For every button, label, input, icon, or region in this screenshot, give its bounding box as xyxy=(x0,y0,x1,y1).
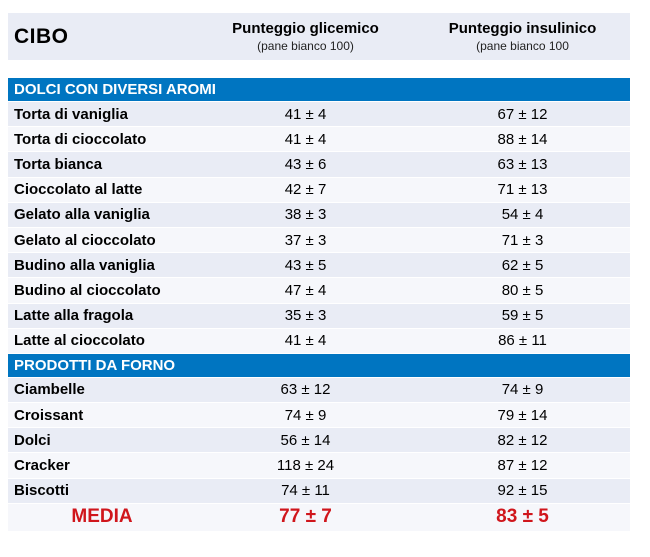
insulin-score: 63 ± 13 xyxy=(415,152,630,177)
glycemic-score: 47 ± 4 xyxy=(196,278,415,303)
insulin-score: 71 ± 3 xyxy=(415,228,630,253)
section-baked-title: PRODOTTI DA FORNO xyxy=(8,354,630,378)
section-sweets-title: DOLCI CON DIVERSI AROMI xyxy=(8,78,630,102)
header-spacer xyxy=(8,61,630,78)
food-name: Latte alla fragola xyxy=(8,304,196,329)
glycemic-score: 41 ± 4 xyxy=(196,329,415,354)
table-row xyxy=(8,378,630,403)
table-row xyxy=(8,253,630,278)
food-name: Latte al cioccolato xyxy=(8,329,196,354)
table-row xyxy=(8,178,630,203)
insulin-score: 79 ± 14 xyxy=(415,403,630,428)
table-row xyxy=(8,228,630,253)
header-insulin-title: Punteggio insulinico xyxy=(448,19,597,37)
table-header-row xyxy=(8,13,630,61)
insulin-score: 80 ± 5 xyxy=(415,278,630,303)
average-insulin: 83 ± 5 xyxy=(415,504,630,532)
average-label: MEDIA xyxy=(8,504,196,532)
glycemic-score: 38 ± 3 xyxy=(196,203,415,228)
glycemic-score: 41 ± 4 xyxy=(196,102,415,127)
glycemic-score: 35 ± 3 xyxy=(196,304,415,329)
food-name: Dolci xyxy=(8,428,196,453)
glycemic-score: 43 ± 6 xyxy=(196,152,415,177)
header-food: CIBO xyxy=(8,13,196,61)
table-row xyxy=(8,127,630,152)
average-glycemic: 77 ± 7 xyxy=(196,504,415,532)
table-row xyxy=(8,329,630,354)
food-name: Budino alla vaniglia xyxy=(8,253,196,278)
food-name: Torta bianca xyxy=(8,152,196,177)
insulin-score: 67 ± 12 xyxy=(415,102,630,127)
insulin-score: 59 ± 5 xyxy=(415,304,630,329)
food-name: Biscotti xyxy=(8,479,196,504)
insulin-score: 88 ± 14 xyxy=(415,127,630,152)
insulin-score: 92 ± 15 xyxy=(415,479,630,504)
table-row xyxy=(8,102,630,127)
insulin-score: 82 ± 12 xyxy=(415,428,630,453)
average-row xyxy=(8,504,630,532)
glycemic-score: 118 ± 24 xyxy=(196,453,415,478)
food-name: Cioccolato al latte xyxy=(8,178,196,203)
glycemic-insulin-table xyxy=(8,13,630,532)
insulin-score: 74 ± 9 xyxy=(415,378,630,403)
insulin-score: 71 ± 13 xyxy=(415,178,630,203)
header-insulin-subtitle: (pane bianco 100 xyxy=(476,38,569,53)
glycemic-score: 41 ± 4 xyxy=(196,127,415,152)
glycemic-score: 74 ± 9 xyxy=(196,403,415,428)
glycemic-score: 37 ± 3 xyxy=(196,228,415,253)
food-name: Torta di vaniglia xyxy=(8,102,196,127)
glycemic-score: 63 ± 12 xyxy=(196,378,415,403)
food-name: Ciambelle xyxy=(8,378,196,403)
table-row xyxy=(8,152,630,177)
insulin-score: 87 ± 12 xyxy=(415,453,630,478)
header-glycemic-title: Punteggio glicemico xyxy=(232,19,379,37)
glycemic-score: 74 ± 11 xyxy=(196,479,415,504)
glycemic-score: 43 ± 5 xyxy=(196,253,415,278)
header-glycemic xyxy=(196,13,415,61)
table-row xyxy=(8,453,630,478)
glycemic-score: 56 ± 14 xyxy=(196,428,415,453)
insulin-score: 86 ± 11 xyxy=(415,329,630,354)
table-row xyxy=(8,304,630,329)
header-glycemic-subtitle: (pane bianco 100) xyxy=(257,38,354,53)
section-baked-header xyxy=(8,354,630,378)
table-row xyxy=(8,403,630,428)
food-name: Budino al cioccolato xyxy=(8,278,196,303)
section-sweets-header xyxy=(8,78,630,102)
food-name: Gelato al cioccolato xyxy=(8,228,196,253)
food-name: Cracker xyxy=(8,453,196,478)
food-name: Gelato alla vaniglia xyxy=(8,203,196,228)
food-name: Torta di cioccolato xyxy=(8,127,196,152)
table-row xyxy=(8,428,630,453)
table-row xyxy=(8,479,630,504)
glycemic-score: 42 ± 7 xyxy=(196,178,415,203)
insulin-score: 54 ± 4 xyxy=(415,203,630,228)
table-row xyxy=(8,203,630,228)
header-insulin xyxy=(415,13,630,61)
insulin-score: 62 ± 5 xyxy=(415,253,630,278)
table-row xyxy=(8,278,630,303)
food-name: Croissant xyxy=(8,403,196,428)
